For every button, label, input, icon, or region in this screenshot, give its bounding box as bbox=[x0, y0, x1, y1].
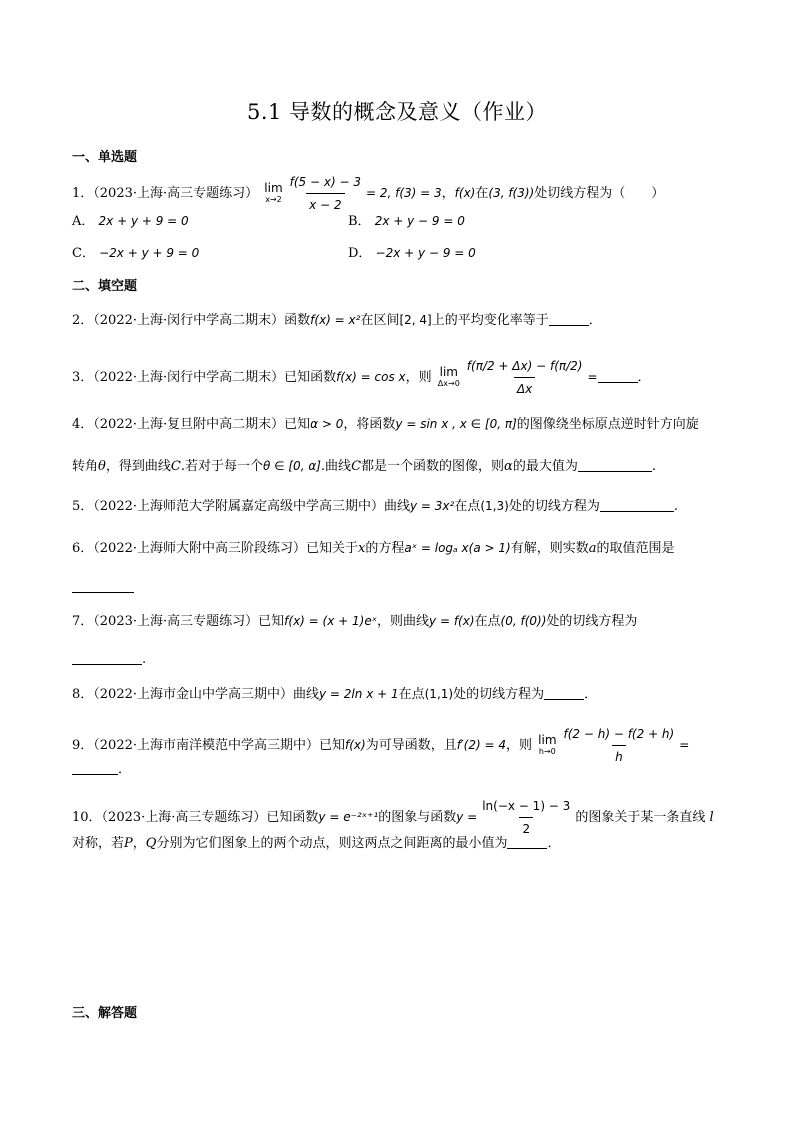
q4-line2b: ，得到曲线 bbox=[105, 459, 171, 474]
q7-t4: 处的切线方程为 bbox=[546, 614, 638, 629]
q1-t1: 在 bbox=[475, 186, 489, 201]
q4-t3: 的图像绕坐标原点逆时针方向旋 bbox=[516, 417, 699, 432]
q9-frac-top: f(2 − h) − f(2 + h) bbox=[563, 727, 675, 741]
q3-t1: 已知函数 bbox=[284, 370, 337, 385]
q10-line2a: 对称，若 bbox=[72, 836, 125, 851]
q9-t2: 为可导函数，且 bbox=[365, 738, 457, 753]
q9-end: ． bbox=[118, 762, 132, 777]
q10-answer-blank[interactable] bbox=[507, 836, 547, 849]
q2-answer-blank[interactable] bbox=[549, 313, 589, 326]
q3-lim: lim bbox=[439, 364, 458, 379]
q2-interval: [2, 4] bbox=[399, 313, 432, 327]
question-5 bbox=[72, 496, 722, 517]
q4-alpha-cond: α > 0 bbox=[310, 417, 344, 431]
q4-function: y = sin x , x ∈ [0, π] bbox=[395, 417, 517, 431]
q1-limit bbox=[264, 180, 283, 205]
question-6-line-2 bbox=[72, 578, 722, 598]
q5-source: （2022·上海师范大学附属嘉定高级中学高三期中） bbox=[93, 499, 384, 514]
q3-t2: ，则 bbox=[405, 370, 432, 385]
q4-source: （2022·上海·复旦附中高二期末） bbox=[93, 417, 285, 432]
q7-num: 7． bbox=[72, 614, 94, 629]
q8-num: 8． bbox=[72, 687, 94, 702]
q1-condition: = 2, f(3) = 3 bbox=[365, 186, 442, 200]
question-9-line-2 bbox=[72, 760, 722, 780]
q8-answer-blank[interactable] bbox=[544, 687, 584, 700]
q3-frac-bot: Δx bbox=[514, 377, 535, 399]
q5-end: . bbox=[673, 499, 678, 514]
q4-line2d: .曲线 bbox=[320, 459, 352, 474]
q1-option-c-value: −2x + y + 9 = 0 bbox=[99, 246, 200, 260]
q6-num: 6． bbox=[72, 541, 94, 556]
q4-line2f: 的最大值为 bbox=[512, 459, 578, 474]
q9-source: （2022·上海市南洋模范中学高三期中） bbox=[93, 738, 319, 753]
q4-line2a: 转角 bbox=[72, 459, 99, 474]
q7-t3: 在点 bbox=[474, 614, 501, 629]
q5-function: y = 3x² bbox=[410, 499, 455, 513]
q5-point: (1,3) bbox=[480, 499, 509, 513]
q10-sep: ， bbox=[132, 836, 146, 851]
q10-end: ． bbox=[547, 836, 561, 851]
q1-option-d-value: −2x + y − 9 = 0 bbox=[375, 246, 476, 260]
q8-point: (1,1) bbox=[424, 687, 454, 701]
q8-t1: 曲线 bbox=[293, 687, 320, 702]
question-8 bbox=[72, 684, 722, 705]
q6-equation: aˣ = logₐ x(a > 1) bbox=[404, 541, 511, 555]
q10-gy: y = bbox=[456, 810, 478, 824]
q1-option-a-value: 2x + y + 9 = 0 bbox=[98, 214, 189, 228]
q9-eq: = bbox=[679, 738, 690, 752]
q9-t1: 已知 bbox=[319, 738, 346, 753]
q1-option-c[interactable] bbox=[72, 242, 199, 261]
q1-frac-top: f(5 − x) − 3 bbox=[289, 175, 361, 189]
q6-t1: 已知关于 bbox=[306, 541, 359, 556]
q10-frac-top: ln(−x − 1) − 3 bbox=[482, 799, 571, 813]
q3-num: 3． bbox=[72, 370, 94, 385]
q2-num: 2． bbox=[72, 313, 94, 328]
q8-end: ． bbox=[584, 687, 598, 702]
q1-option-b-label: B． bbox=[348, 214, 371, 229]
q3-fraction bbox=[464, 356, 586, 399]
q1-source: （2023·上海·高三专题练习） bbox=[93, 186, 259, 201]
question-10 bbox=[72, 796, 722, 839]
q2-end: ． bbox=[588, 313, 602, 328]
question-3 bbox=[72, 356, 722, 399]
q3-frac-top: f(π/2 + Δx) − f(π/2) bbox=[466, 359, 583, 373]
q6-a: a bbox=[588, 541, 597, 556]
q4-range: θ ∈ [0, α] bbox=[262, 459, 321, 473]
q8-t3: 处的切线方程为 bbox=[453, 687, 545, 702]
q8-t2: 在点 bbox=[398, 687, 425, 702]
q2-t3: 上的平均变化率等于 bbox=[431, 313, 549, 328]
q4-line2e: 都是一个函数的图像，则 bbox=[361, 459, 505, 474]
q5-t1: 曲线 bbox=[384, 499, 411, 514]
q10-q: Q bbox=[145, 836, 157, 851]
q7-answer-blank[interactable] bbox=[72, 652, 142, 665]
question-4 bbox=[72, 414, 722, 435]
q7-t2: ，则曲线 bbox=[377, 614, 430, 629]
q1-option-a[interactable] bbox=[72, 210, 189, 229]
q4-answer-blank[interactable] bbox=[578, 459, 652, 472]
q5-t3: 处的切线方程为 bbox=[508, 499, 600, 514]
q4-alpha: α bbox=[504, 459, 513, 474]
q1-fraction bbox=[287, 172, 364, 215]
question-1 bbox=[72, 172, 722, 215]
q7-end: . bbox=[142, 652, 147, 667]
question-4-line-2 bbox=[72, 456, 722, 477]
q3-answer-blank[interactable] bbox=[598, 370, 638, 383]
q4-t1: 已知 bbox=[284, 417, 311, 432]
question-10-line-2 bbox=[72, 834, 722, 854]
q3-lim-sub: Δx→0 bbox=[437, 378, 460, 388]
q10-fraction bbox=[479, 796, 573, 839]
q9-fx: f(x) bbox=[345, 738, 366, 752]
q1-comma: ， bbox=[441, 186, 455, 201]
q7-point: (0, f(0)) bbox=[500, 614, 547, 628]
q5-num: 5． bbox=[72, 499, 94, 514]
question-6 bbox=[72, 538, 722, 559]
section-fill-blank: 二、填空题 bbox=[72, 279, 138, 294]
q9-num: 9． bbox=[72, 738, 94, 753]
q1-fx: f(x) bbox=[454, 186, 476, 200]
q4-line2c: .若对于每一个 bbox=[180, 459, 263, 474]
q7-curve: y = f(x) bbox=[429, 614, 475, 628]
q1-option-d[interactable] bbox=[348, 242, 476, 261]
q9-lim: lim bbox=[538, 732, 557, 747]
section-single-choice: 一、单选题 bbox=[72, 150, 138, 165]
q3-end: ． bbox=[637, 370, 651, 385]
q5-t2: 在点 bbox=[454, 499, 481, 514]
q4-t2: ，将函数 bbox=[343, 417, 396, 432]
q8-function: y = 2ln x + 1 bbox=[319, 687, 399, 701]
q10-line2b: 分别为它们图象上的两个动点，则这两点之间距离的最小值为 bbox=[156, 836, 508, 851]
q1-option-d-label: D． bbox=[348, 246, 372, 261]
q6-t2: 的方程 bbox=[365, 541, 405, 556]
q7-t1: 已知 bbox=[258, 614, 285, 629]
q6-answer-blank[interactable] bbox=[72, 580, 134, 593]
page-title: 5.1 导数的概念及意义（作业） bbox=[246, 100, 548, 124]
q1-option-a-label: A． bbox=[72, 214, 95, 229]
q4-num: 4． bbox=[72, 417, 94, 432]
question-2 bbox=[72, 310, 722, 331]
q4-theta: θ bbox=[98, 459, 106, 474]
q3-function: f(x) = cos x bbox=[336, 370, 406, 384]
q10-num: 10． bbox=[72, 810, 102, 825]
q4-curve-c: C bbox=[170, 459, 181, 474]
q6-t4: 的取值范围是 bbox=[596, 541, 675, 556]
q6-source: （2022·上海师大附中高三阶段练习） bbox=[93, 541, 306, 556]
q1-t2: 处切线方程为（ ） bbox=[534, 186, 665, 201]
q2-t2: 在区间 bbox=[360, 313, 400, 328]
question-7-line-2 bbox=[72, 650, 722, 670]
q9-answer-blank[interactable] bbox=[72, 762, 118, 775]
q9-limit bbox=[538, 732, 557, 757]
q3-eq: = bbox=[587, 370, 598, 384]
q10-source: （2023·上海·高三专题练习） bbox=[101, 810, 267, 825]
q1-lim-sub: x→2 bbox=[265, 194, 282, 204]
q1-option-c-label: C． bbox=[72, 246, 95, 261]
section-solution: 三、解答题 bbox=[72, 1006, 138, 1021]
q3-source: （2022·上海·闵行中学高二期末） bbox=[93, 370, 285, 385]
q7-function: f(x) = (x + 1)eˣ bbox=[284, 614, 378, 628]
q1-lim: lim bbox=[264, 180, 283, 195]
q2-t1: 函数 bbox=[284, 313, 311, 328]
q9-lim-sub: h→0 bbox=[538, 746, 556, 756]
q10-function: y = e⁻²ˣ⁺¹ bbox=[318, 810, 379, 824]
q6-x: x bbox=[358, 541, 366, 556]
q10-line-l: l bbox=[709, 810, 714, 825]
q1-option-b-value: 2x + y − 9 = 0 bbox=[374, 214, 465, 228]
q10-frac-bot: 2 bbox=[519, 817, 533, 839]
q6-t3: 有解，则实数 bbox=[510, 541, 589, 556]
q10-t3: 的图象关于某一条直线 bbox=[575, 810, 706, 825]
q1-option-b[interactable] bbox=[348, 210, 465, 229]
q9-t3: ，则 bbox=[506, 738, 533, 753]
q5-answer-blank[interactable] bbox=[600, 499, 674, 512]
q4-curve-c-2: C bbox=[351, 459, 362, 474]
q9-frac-bot: h bbox=[612, 745, 626, 767]
q8-source: （2022·上海市金山中学高三期中） bbox=[93, 687, 293, 702]
question-7 bbox=[72, 611, 722, 632]
q9-derivative: f′(2) = 4 bbox=[456, 738, 506, 752]
q2-source: （2022·上海·闵行中学高二期末） bbox=[93, 313, 285, 328]
q1-point: (3, f(3)) bbox=[488, 186, 535, 200]
q7-source: （2023·上海·高三专题练习） bbox=[93, 614, 259, 629]
q1-frac-bot: x − 2 bbox=[306, 193, 344, 215]
q10-p: P bbox=[124, 836, 133, 851]
q2-function: f(x) = x² bbox=[310, 313, 361, 327]
q3-limit bbox=[437, 364, 460, 389]
q10-t1: 已知函数 bbox=[266, 810, 319, 825]
q4-end: . bbox=[651, 459, 656, 474]
q10-t2: 的图象与函数 bbox=[378, 810, 457, 825]
q1-num: 1． bbox=[72, 186, 94, 201]
